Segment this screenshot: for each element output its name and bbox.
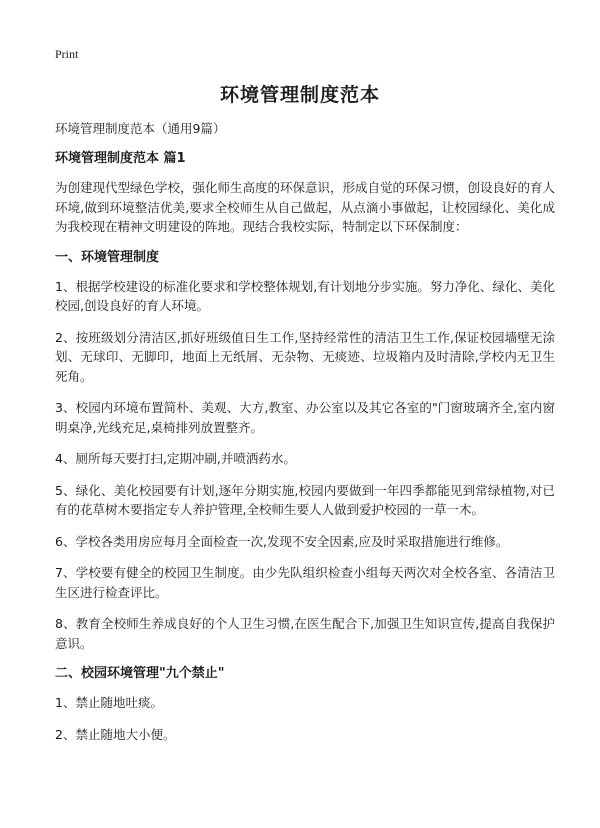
document-body bbox=[55, 120, 555, 756]
section-1-item-4: 4、厕所每天要打扫,定期冲刷,并喷洒药水。 bbox=[55, 451, 296, 466]
section-1-item-1: 1、根据学校建设的标准化要求和学校整体规划,有计划地分步实施。努力净化、绿化、美化校园,创设良好的育人环境。 bbox=[55, 278, 555, 313]
section-1-item-3: 3、校园内环境布置简朴、美观、大方,教室、办公室以及其它各室的"门窗玻璃齐全,室内窗明桌净,光线充足,桌椅排列放置整齐。 bbox=[55, 400, 555, 435]
section-2-item-2: 2、禁止随地大小便。 bbox=[55, 726, 176, 742]
section-2-heading: 二、校园环境管理"九个禁止" bbox=[55, 666, 225, 681]
section-1-item-6: 6、学校各类用房应每月全面检查一次,发现不安全因素,应及时采取措施进行维修。 bbox=[55, 533, 509, 549]
section-1-item-7: 7、学校要有健全的校园卫生制度。由少先队组织检查小组每天两次对全校各室、各清洁卫生区进行检查评比。 bbox=[55, 565, 555, 600]
section-2-item-1: 1、禁止随地吐痰。 bbox=[55, 695, 163, 710]
document-subtitle: 环境管理制度范本（通用9篇） bbox=[55, 121, 226, 136]
print-label: Print bbox=[55, 47, 79, 61]
section-1-item-8: 8、教育全校师生养成良好的个人卫生习惯,在医生配合下,加强卫生知识宣传,提高自我保护意识。 bbox=[55, 616, 555, 651]
section-1-item-5: 5、绿化、美化校园要有计划,逐年分期实施,校园内要做到一年四季都能见到常绿植物,对已有的花草树木要指定专人养护管理,全校师生要人人做到爱护校园的一草一木。 bbox=[55, 482, 555, 517]
section-1-item-2: 2、按班级划分清洁区,抓好班级值日生工作,坚持经常性的清洁卫生工作,保证校园墙壁无涂划、无球印、无脚印，地面上无纸屑、无杂物、无痰迹、垃圾箱内及时清除,学校内无卫生死角。 bbox=[55, 329, 555, 384]
document-title: 环境管理制度范本 bbox=[219, 84, 380, 106]
intro-paragraph: 为创建现代型绿色学校，强化师生高度的环保意识，形成自觉的环保习惯，创设良好的育人环境,做到环境整洁优美,要求全校师生从自己做起，从点滴小事做起，让校园绿化、美化成为我校现在精神文明建设的阵地。现结合我校实际，特制定以下环保制度： bbox=[55, 180, 556, 234]
section-1-heading: 一、环境管理制度 bbox=[55, 249, 160, 265]
article-heading: 环境管理制度范本 篇1 bbox=[55, 151, 186, 166]
